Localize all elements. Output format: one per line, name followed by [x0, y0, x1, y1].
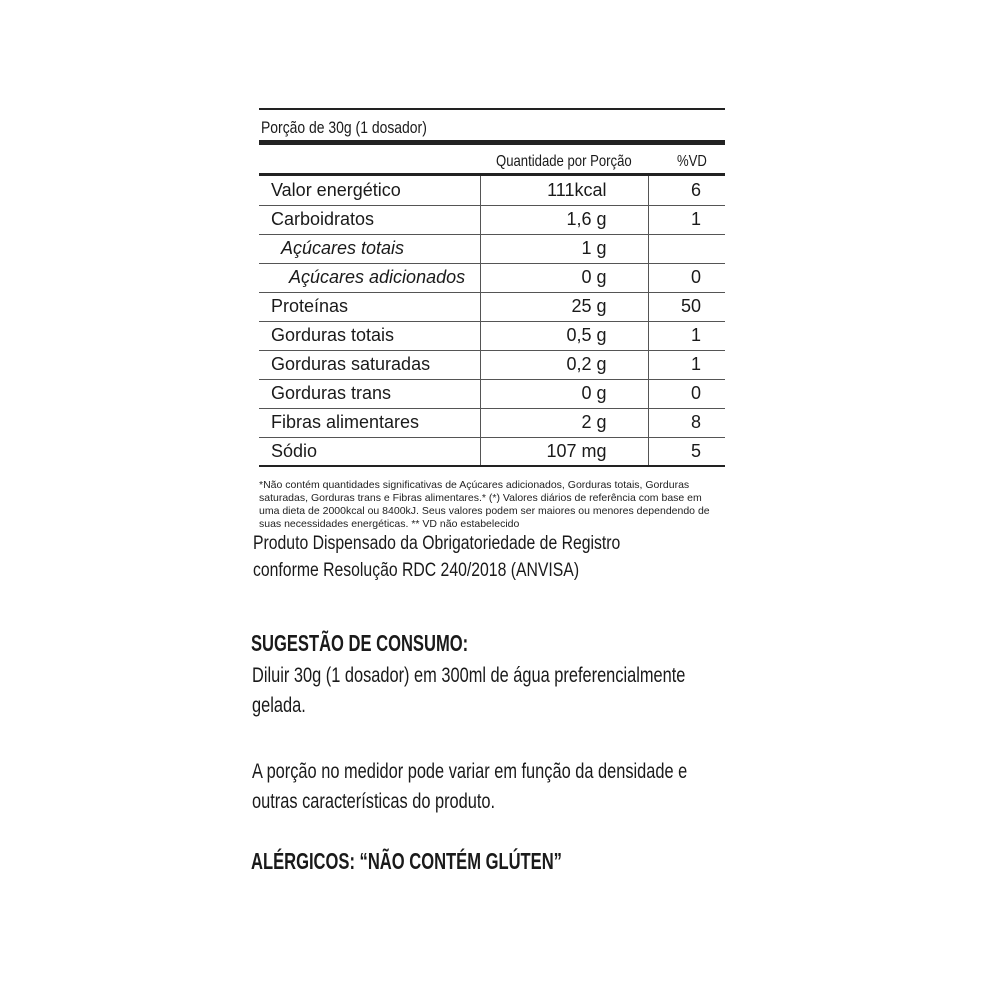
- table-row: [259, 205, 725, 234]
- table-row: [259, 292, 725, 321]
- nutrient-quantity: 0 g: [480, 379, 648, 408]
- portion-label: Porção de 30g (1 dosador): [261, 118, 427, 137]
- nutrition-footnote: *Não contém quantidades significativas de Açúcares adicionados, Gorduras totais, Gorduras saturadas, Gorduras trans e Fibras alimentares.* (*) Valores diários de referência com base em uma dieta de 2000kcal ou 8400kJ. Seus valores podem ser maiores ou menores dependendo de suas necessidades energéticas. ** VD não estabelecido: [259, 479, 710, 530]
- nutrient-vd: [648, 234, 725, 263]
- nutrient-quantity: 2 g: [480, 408, 648, 437]
- portion-row: [259, 110, 725, 145]
- table-row: [259, 408, 725, 437]
- nutrient-rows: [259, 176, 725, 467]
- nutrient-vd: 50: [648, 292, 725, 321]
- variation-line-1: A porção no medidor pode variar em função da densidade e: [252, 760, 688, 783]
- table-row: [259, 350, 725, 379]
- nutrient-name: Fibras alimentares: [259, 408, 480, 437]
- usage-suggestion-heading: SUGESTÃO DE CONSUMO:: [251, 630, 469, 656]
- header-quantity: Quantidade por Porção: [496, 153, 632, 170]
- usage-line-2: gelada.: [252, 694, 306, 717]
- nutrient-quantity: 0,2 g: [480, 350, 648, 379]
- table-header: [259, 145, 725, 176]
- usage-line-1: Diluir 30g (1 dosador) em 300ml de água preferencialmente: [252, 664, 686, 687]
- nutrient-quantity: 111kcal: [480, 176, 648, 205]
- nutrient-vd: 8: [648, 408, 725, 437]
- table-row: [259, 176, 725, 205]
- usage-suggestion-title: [251, 630, 553, 657]
- allergen-text: ALÉRGICOS: “NÃO CONTÉM GLÚTEN”: [251, 848, 562, 874]
- nutrient-vd: 1: [648, 205, 725, 234]
- table-row: [259, 379, 725, 408]
- table-row: [259, 263, 725, 292]
- nutrient-quantity: 107 mg: [480, 437, 648, 466]
- nutrient-name: Açúcares adicionados: [259, 263, 480, 292]
- registration-line-1: Produto Dispensado da Obrigatoriedade de Registro: [253, 533, 621, 554]
- table-row: [259, 234, 725, 263]
- nutrient-vd: 1: [648, 350, 725, 379]
- variation-line-2: outras características do produto.: [252, 790, 496, 813]
- nutrient-vd: 0: [648, 379, 725, 408]
- nutrient-name: Carboidratos: [259, 205, 480, 234]
- nutrient-name: Valor energético: [259, 176, 480, 205]
- nutrient-name: Proteínas: [259, 292, 480, 321]
- nutrient-vd: 0: [648, 263, 725, 292]
- table-row: [259, 437, 725, 466]
- nutrient-vd: 5: [648, 437, 725, 466]
- nutrient-name: Gorduras trans: [259, 379, 480, 408]
- nutrient-quantity: 25 g: [480, 292, 648, 321]
- usage-instructions: [252, 661, 734, 721]
- nutrient-quantity: 0 g: [480, 263, 648, 292]
- nutrient-vd: 1: [648, 321, 725, 350]
- table-row: [259, 321, 725, 350]
- nutrient-name: Gorduras saturadas: [259, 350, 480, 379]
- nutrient-vd: 6: [648, 176, 725, 205]
- nutrient-name: Sódio: [259, 437, 480, 466]
- nutrient-name: Açúcares totais: [259, 234, 480, 263]
- nutrition-facts-table: [259, 108, 725, 531]
- allergen-notice: [251, 848, 683, 875]
- nutrient-name: Gorduras totais: [259, 321, 480, 350]
- header-vd: %VD: [677, 153, 707, 170]
- nutrient-quantity: 1 g: [480, 234, 648, 263]
- portion-variation-note: [252, 757, 734, 817]
- nutrient-quantity: 0,5 g: [480, 321, 648, 350]
- nutrient-quantity: 1,6 g: [480, 205, 648, 234]
- registration-line-2: conforme Resolução RDC 240/2018 (ANVISA): [253, 560, 580, 581]
- registration-notice: [253, 530, 696, 584]
